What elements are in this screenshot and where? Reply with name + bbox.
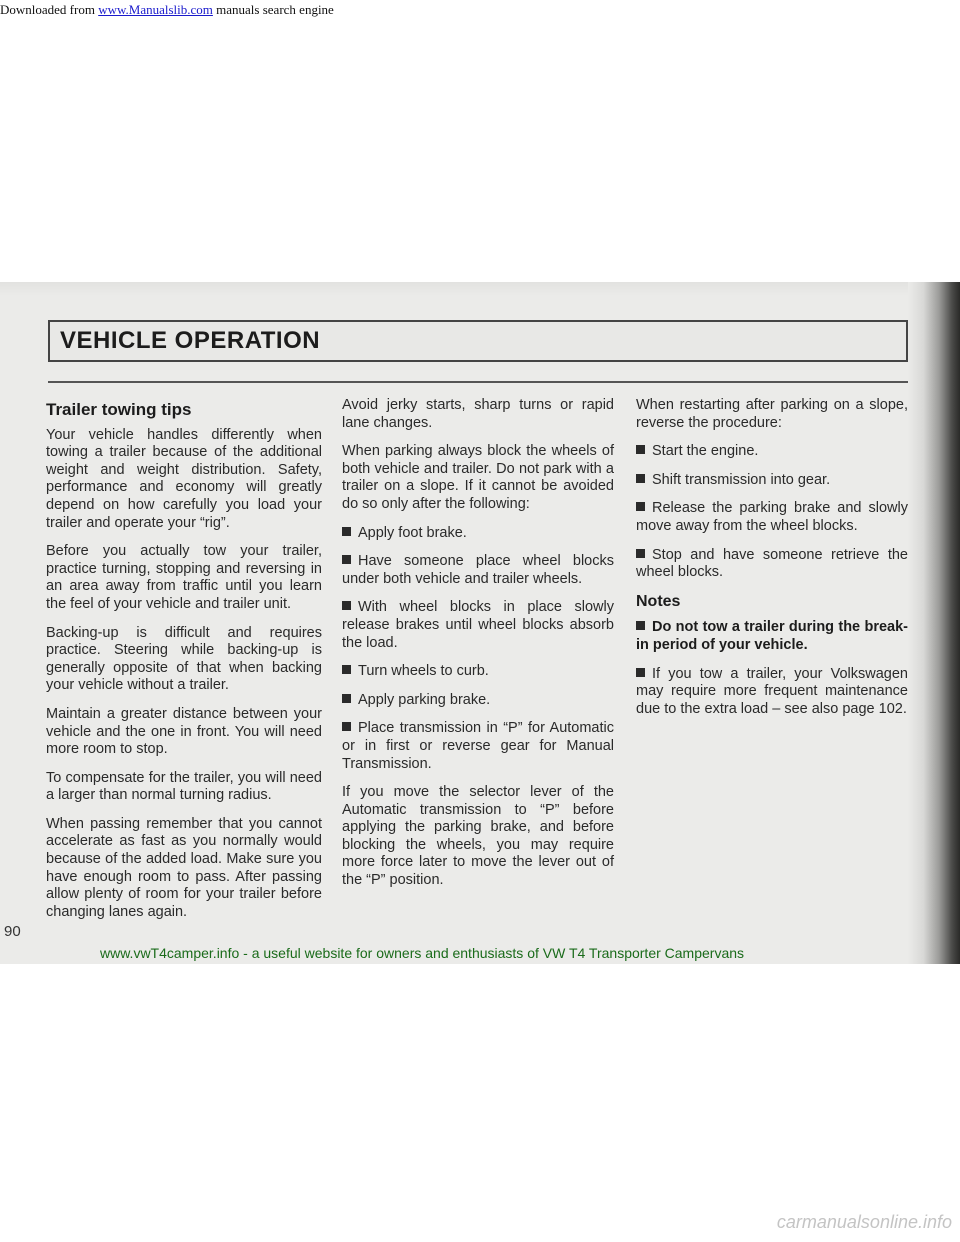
list-item-text: Shift transmission into gear. [652,471,831,488]
bullet-icon [636,474,645,483]
paragraph: To compensate for the trailer, you will need a larger than normal turning radius. [46,769,322,804]
list-item-text: Release the parking brake and slowly move away from the wheel blocks. [636,500,908,534]
list-item [636,500,908,535]
list-item [342,525,614,543]
bullet-icon [636,549,645,558]
bullet-icon [342,555,351,564]
list-item-text: Apply parking brake. [358,691,491,708]
list-item-text: Stop and have someone retrieve the wheel blocks. [636,546,908,581]
section-header-box [48,320,908,362]
paragraph: If you move the selector lever of the Automatic transmission to “P” before applying the parking brake, and before blocking the wheels, you may require more force later to move the lever out of the “P” position. [342,784,614,889]
paragraph: Before you actually tow your trailer, practice turning, stopping and reversing in an area away from traffic until you learn the feel of your vehicle and trailer unit. [46,543,322,612]
paragraph: Your vehicle handles differently when towing a trailer because of the additional weight and weight distribution. Safety, performance and economy will greatly depend on how carefully you load your trailer and operate your “rig”. [46,426,322,531]
watermark: carmanualsonline.info [776,1212,952,1232]
manual-page [0,282,960,964]
bullet-icon [342,665,351,674]
section-title: VEHICLE OPERATION [60,327,321,354]
vwt4camper-link[interactable]: www.vwT4camper.info - a useful website for owners and enthusiasts of VW T4 Transporter Campervans [100,945,745,961]
column-1 [46,397,322,932]
list-item [636,666,908,719]
bullet-icon [342,527,351,536]
list-item-text: If you tow a trailer, your Volkswagen may require more frequent maintenance due to the extra load – see also page 102. [636,665,908,717]
list-item-text: Turn wheels to curb. [358,663,489,680]
paragraph: Avoid jerky starts, sharp turns or rapid lane changes. [342,397,614,431]
paragraph: When parking always block the wheels of both vehicle and trailer. Do not park with a trailer on a slope. If it cannot be avoided do so only after the following: [342,443,614,512]
bullet-icon [342,722,351,731]
download-notice-suffix: manuals search engine [212,2,334,17]
page-edge-shadow [908,282,960,964]
list-item-text: Have someone place wheel blocks under both vehicle and trailer wheels. [342,553,614,587]
header-rule [48,381,908,383]
download-notice-prefix: Downloaded from [0,2,99,17]
list-item-text: Place transmission in “P” for Automatic or in first or reverse gear for Manual Transmission. [342,720,614,772]
list-item [636,619,908,654]
paragraph: When restarting after parking on a slope, reverse the procedure: [636,397,908,431]
list-item [342,720,614,773]
list-item-text: Do not tow a trailer during the break-in period of your vehicle. [636,619,908,653]
bullet-icon [342,601,351,610]
bullet-icon [636,502,645,511]
list-item [342,663,614,681]
manualslib-link[interactable]: www.Manualslib.com [98,2,213,17]
paragraph: Maintain a greater distance between your vehicle and the one in front. You will need more room to stop. [46,705,322,758]
paragraph: When passing remember that you cannot accelerate as fast as you normally would because of the added load. Make sure you have enough room to pass. After passing allow plenty of room for your trailer before changing lanes again. [46,815,322,920]
paragraph: Backing-up is difficult and requires practice. Steering while backing-up is generally opposite of that when backing your vehicle without a trailer. [46,624,322,694]
list-item-text: With wheel blocks in place slowly release brakes until wheel blocks absorb the load. [342,599,614,651]
list-item [342,692,614,710]
list-item [636,443,908,461]
bullet-icon [636,621,645,630]
list-item-text: Start the engine. [652,443,759,460]
list-item [636,547,908,582]
list-item [342,599,614,652]
bullet-icon [636,445,645,454]
bullet-icon [342,694,351,703]
column-3 [636,397,908,729]
list-item [342,553,614,588]
column-2 [342,397,614,901]
download-notice [0,2,334,18]
list-item-text: Apply foot brake. [358,524,467,541]
page-number: 90 [4,923,21,940]
notes-heading: Notes [636,592,681,610]
trailer-towing-heading: Trailer towing tips [46,400,192,419]
list-item [636,472,908,490]
bullet-icon [636,668,645,677]
